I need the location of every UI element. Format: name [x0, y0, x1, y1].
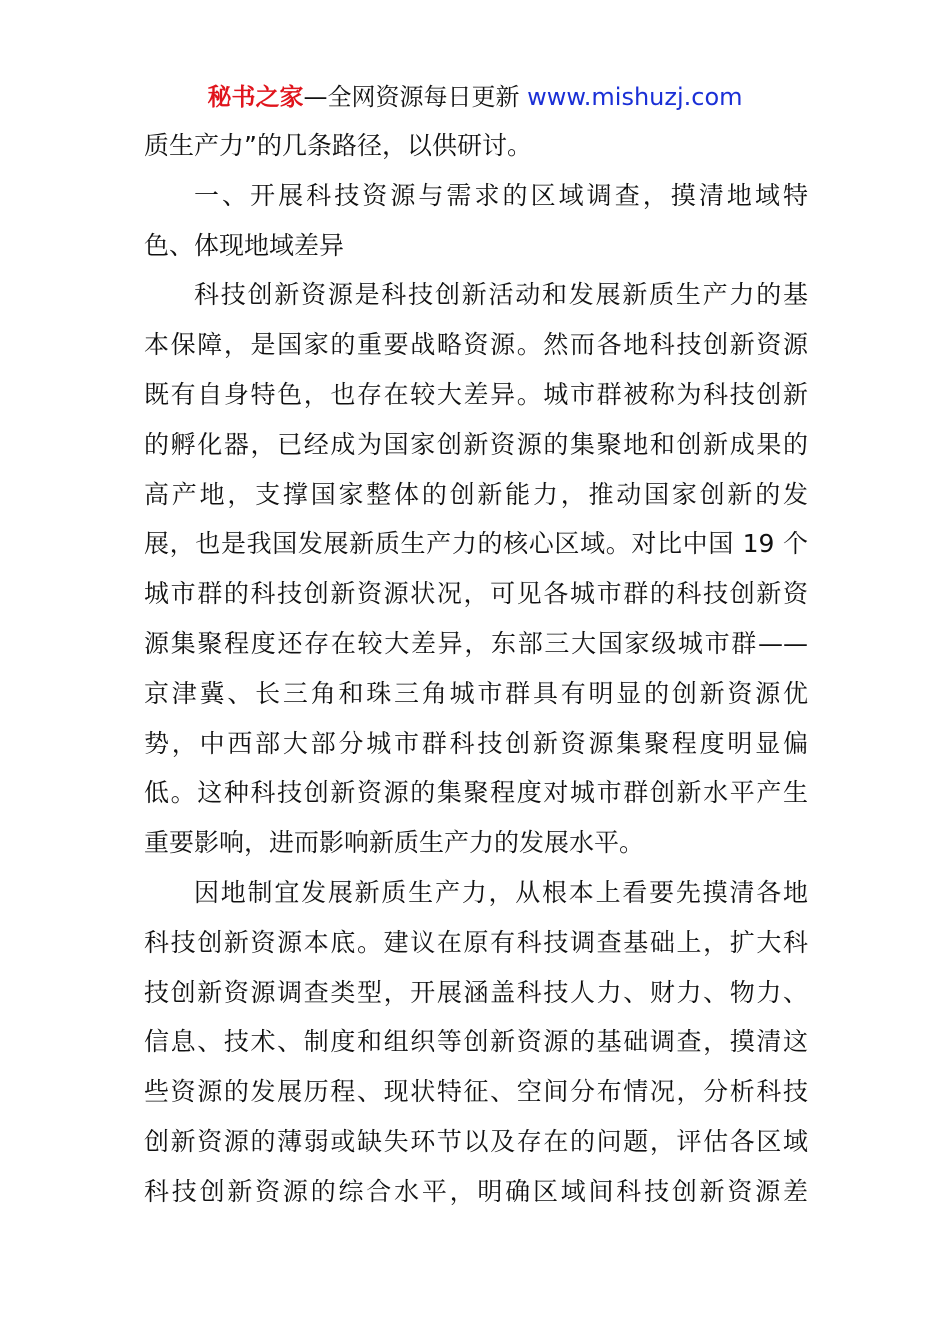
text-line: 既有自身特色，也存在较大差异。城市群被称为科技创新 [144, 379, 808, 409]
watermark-header [0, 82, 950, 112]
text-line: 源集聚程度还存在较大差异，东部三大国家级城市群—— [144, 628, 808, 658]
text-line: 展，也是我国发展新质生产力的核心区域。对比中国 19 个 [144, 529, 808, 559]
text-line: 高产地，支撑国家整体的创新能力，推动国家创新的发 [144, 479, 808, 509]
text-line: 势，中西部大部分城市群科技创新资源集聚程度明显偏 [144, 728, 808, 758]
section-heading-line: 一、开展科技资源与需求的区域调查，摸清地域特 [194, 180, 808, 210]
brand-name: 秘书之家 [207, 83, 304, 111]
text-line: 科技创新资源的综合水平，明确区域间科技创新资源差 [144, 1176, 808, 1206]
text-line: 科技创新资源是科技创新活动和发展新质生产力的基 [194, 280, 808, 310]
text-line: 技创新资源调查类型，开展涵盖科技人力、财力、物力、 [144, 977, 808, 1007]
text-line: 因地制宜发展新质生产力，从根本上看要先摸清各地 [194, 877, 808, 907]
text-line: 京津冀、长三角和珠三角城市群具有明显的创新资源优 [144, 678, 808, 708]
text-line: 信息、技术、制度和组织等创新资源的基础调查，摸清这 [144, 1027, 808, 1057]
section-heading-line: 色、体现地域差异 [144, 230, 345, 260]
text-line: 低。这种科技创新资源的集聚程度对城市群创新水平产生 [144, 778, 808, 808]
text-line: 些资源的发展历程、现状特征、空间分布情况，分析科技 [144, 1077, 808, 1107]
site-link[interactable]: www.mishuzj.com [527, 83, 743, 111]
text-line: 本保障，是国家的重要战略资源。然而各地科技创新资源 [144, 330, 808, 360]
text-line: 创新资源的薄弱或缺失环节以及存在的问题，评估各区域 [144, 1126, 808, 1156]
text-line: 科技创新资源本底。建议在原有科技调查基础上，扩大科 [144, 927, 808, 957]
text-line: 城市群的科技创新资源状况，可见各城市群的科技创新资 [144, 579, 808, 609]
text-line: 重要影响，进而影响新质生产力的发展水平。 [144, 828, 645, 858]
text-line: 的孵化器，已经成为国家创新资源的集聚地和创新成果的 [144, 429, 808, 459]
header-tagline: —全网资源每日更新 [303, 83, 520, 111]
document-body [144, 121, 808, 1217]
text-line: 质生产力”的几条路径，以供研讨。 [144, 131, 532, 160]
